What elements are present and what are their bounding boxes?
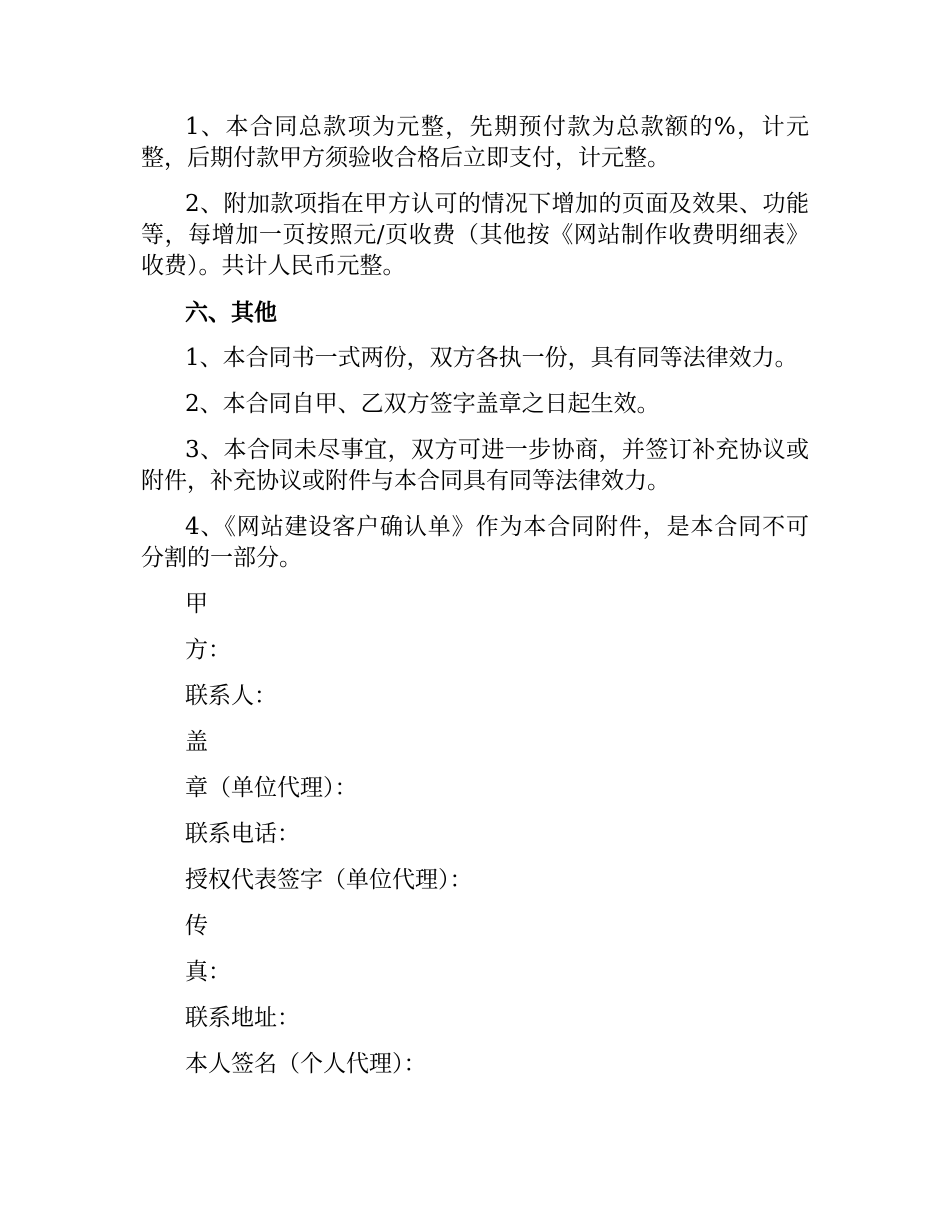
fax-label-line1: 传: [185, 913, 208, 939]
seal-label-line2: 章（单位代理）：: [185, 775, 358, 801]
seal-label-line1: 盖: [185, 729, 208, 755]
other-clause-4: 4、《网站建设客户确认单》作为本合同附件，是本合同不可分割的一部分。: [141, 514, 809, 571]
personal-signature-field: 本人签名（个人代理）：: [185, 1051, 427, 1077]
contact-address-field: 联系地址：: [185, 1005, 300, 1031]
party-a-label-line1: 甲: [185, 591, 208, 617]
fax-label-line2: 真：: [185, 959, 231, 985]
contract-body: [141, 112, 809, 1095]
contact-phone-field: 联系电话：: [185, 821, 300, 847]
payment-clause-2: 2、附加款项指在甲方认可的情况下增加的页面及效果、功能等，每增加一页按照元/页收费（其他按《网站制作收费明细表》收费）。共计人民币元整。: [141, 191, 809, 279]
other-clause-2: 2、本合同自甲、乙双方签字盖章之日起生效。: [185, 391, 660, 417]
party-a-label-line2: 方：: [185, 637, 231, 663]
authorized-signature-field: 授权代表签字（单位代理）：: [185, 867, 473, 893]
other-clause-1: 1、本合同书一式两份，双方各执一份，具有同等法律效力。: [185, 345, 798, 371]
payment-clause-1: 1、本合同总款项为元整，先期预付款为总款额的%，计元整，后期付款甲方须验收合格后立即支付，计元整。: [141, 114, 809, 171]
section-heading-other: 六、其他: [185, 299, 277, 326]
other-clause-3: 3、本合同未尽事宜，双方可进一步协商，并签订补充协议或附件，补充协议或附件与本合同具有同等法律效力。: [141, 437, 809, 494]
contact-person-field: 联系人：: [185, 683, 277, 709]
